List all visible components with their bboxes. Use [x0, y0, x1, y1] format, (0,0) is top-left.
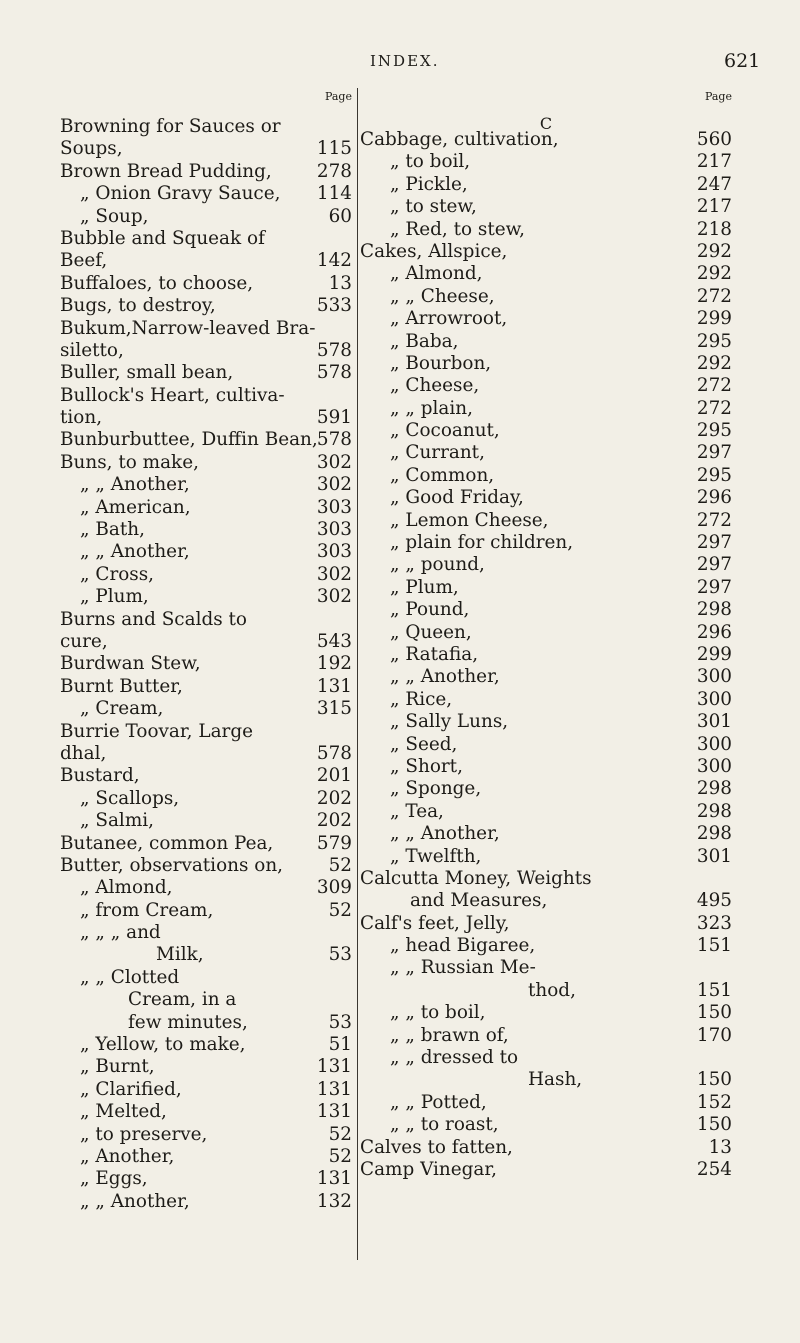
entry-page-number: 292 — [696, 263, 732, 285]
entry-page-number: 591 — [316, 407, 352, 429]
index-entry — [60, 541, 352, 563]
entry-page-number: 272 — [696, 509, 732, 531]
entry-text: „ Seed, — [390, 733, 458, 755]
entry-text: „ Pound, — [390, 599, 470, 621]
index-entry — [60, 810, 352, 832]
entry-text: Bunburbuttee, Duffin Bean, — [60, 429, 318, 451]
index-entry — [360, 465, 732, 487]
index-entry — [60, 385, 352, 407]
index-entry — [60, 116, 352, 138]
entry-text: „ „ dressed to — [390, 1047, 519, 1069]
entry-text: Butanee, common Pea, — [60, 832, 274, 854]
entry-text: Butter, observations on, — [60, 854, 284, 876]
index-entry — [60, 631, 352, 653]
entry-text: Brown Bread Pudding, — [60, 160, 272, 182]
entry-page-number: 131 — [316, 1168, 352, 1190]
entry-page-number: 150 — [696, 1114, 732, 1136]
index-entry — [60, 206, 352, 228]
page-label: Page — [324, 90, 352, 103]
entry-text: „ „ Clotted — [80, 966, 180, 988]
entry-page-number: 297 — [696, 554, 732, 576]
entry-page-number: 53 — [328, 944, 352, 966]
entry-text: Buffaloes, to choose, — [60, 272, 254, 294]
entry-text: „ „ Another, — [80, 541, 190, 563]
index-entry — [360, 1137, 732, 1159]
entry-page-number: 217 — [696, 151, 732, 173]
entry-text: Bustard, — [60, 765, 140, 787]
entry-text: „ Bath, — [80, 519, 145, 541]
entry-page-number: 303 — [316, 496, 352, 518]
entry-page-number: 300 — [696, 688, 732, 710]
entry-page-number: 131 — [316, 1101, 352, 1123]
entry-text: „ Lemon Cheese, — [390, 509, 549, 531]
entry-text: „ „ pound, — [390, 554, 485, 576]
entry-text: „ „ „ and — [80, 922, 161, 944]
index-entry — [360, 666, 732, 688]
entry-text: Browning for Sauces or — [60, 116, 281, 137]
entry-text: „ Soup, — [80, 205, 149, 227]
entry-text: siletto, — [60, 339, 124, 361]
entry-page-number: 300 — [696, 666, 732, 688]
entry-page-number: 323 — [696, 912, 732, 934]
index-entry — [60, 1191, 352, 1213]
section-letter: C — [539, 114, 553, 133]
index-entry — [60, 1146, 352, 1168]
column-header-left — [60, 90, 352, 116]
page-label: Page — [704, 90, 732, 103]
entry-page-number: 533 — [316, 295, 352, 317]
entry-page-number: 52 — [328, 854, 352, 876]
index-entry — [360, 1114, 732, 1136]
index-entry — [60, 989, 352, 1011]
index-entry — [360, 398, 732, 420]
entry-page-number: 301 — [696, 711, 732, 733]
entry-text: Milk, — [156, 944, 204, 966]
entry-text: „ Plum, — [390, 576, 459, 598]
index-entry — [60, 161, 352, 183]
index-entry — [360, 420, 732, 442]
entry-text: „ Ratafia, — [390, 643, 479, 665]
index-entry — [360, 890, 732, 912]
entry-text: „ Good Friday, — [390, 487, 524, 509]
index-entry — [60, 967, 352, 989]
index-entry — [360, 1025, 732, 1047]
index-entry — [60, 855, 352, 877]
entry-page-number: 296 — [696, 487, 732, 509]
index-entry — [60, 1168, 352, 1190]
index-entry — [60, 698, 352, 720]
column-header-right — [360, 90, 732, 133]
entry-page-number: 254 — [696, 1158, 732, 1180]
entry-page-number: 132 — [316, 1190, 352, 1212]
entry-page-number: 302 — [316, 563, 352, 585]
index-entry — [360, 801, 732, 823]
entry-page-number: 52 — [328, 1123, 352, 1145]
index-entry — [360, 1047, 732, 1069]
index-entry — [60, 1034, 352, 1056]
entry-text: „ to boil, — [390, 151, 471, 173]
entry-text: Burrie Toovar, Large — [60, 720, 253, 742]
entry-page-number: 115 — [316, 138, 352, 160]
index-entry — [60, 922, 352, 944]
entry-page-number: 192 — [316, 653, 352, 675]
entry-page-number: 297 — [696, 576, 732, 598]
entry-text: „ head Bigaree, — [390, 935, 536, 957]
index-entry — [360, 957, 732, 979]
entry-text: Burnt Butter, — [60, 675, 183, 697]
index-entry — [360, 151, 732, 173]
entry-text: „ Queen, — [390, 621, 472, 643]
entry-page-number: 578 — [316, 742, 352, 764]
entry-text: „ Bourbon, — [390, 352, 492, 374]
index-entry — [60, 362, 352, 384]
entry-page-number: 296 — [696, 621, 732, 643]
entry-text: and Measures, — [410, 890, 548, 912]
index-entry — [60, 944, 352, 966]
index-entry — [60, 295, 352, 317]
entry-text: „ Cream, — [80, 698, 164, 720]
index-entry — [360, 308, 732, 330]
entry-page-number: 298 — [696, 599, 732, 621]
index-entry — [360, 174, 732, 196]
entry-page-number: 151 — [696, 979, 732, 1001]
index-entry — [60, 497, 352, 519]
entry-text: „ Clarified, — [80, 1078, 182, 1100]
index-entry — [60, 429, 352, 451]
index-entry — [360, 711, 732, 733]
entry-text: Cakes, Allspice, — [360, 240, 508, 262]
running-title: INDEX. — [370, 52, 440, 70]
index-entry — [60, 138, 352, 160]
entry-page-number: 60 — [328, 205, 352, 227]
entry-list-left — [60, 116, 352, 1213]
entry-text: „ Almond, — [80, 877, 173, 899]
entry-page-number: 292 — [696, 352, 732, 374]
entry-text: Bukum,Narrow-leaved Bra- — [60, 317, 316, 339]
index-entry — [360, 913, 732, 935]
entry-text: „ Yellow, to make, — [80, 1034, 246, 1056]
entry-text: „ Cross, — [80, 563, 155, 585]
entry-page-number: 300 — [696, 733, 732, 755]
index-entry — [360, 980, 732, 1002]
entry-text: „ to stew, — [390, 196, 477, 218]
entry-text: „ from Cream, — [80, 899, 214, 921]
entry-text: „ „ Potted, — [390, 1091, 487, 1113]
index-entry — [360, 599, 732, 621]
entry-text: Hash, — [528, 1069, 583, 1091]
entry-page-number: 131 — [316, 675, 352, 697]
entry-text: Cream, in a — [128, 989, 237, 1011]
index-entry — [360, 510, 732, 532]
index-entry — [360, 868, 732, 890]
entry-page-number: 150 — [696, 1069, 732, 1091]
index-entry — [60, 676, 352, 698]
index-entry — [60, 474, 352, 496]
entry-text: Burns and Scalds to — [60, 608, 247, 630]
entry-page-number: 300 — [696, 755, 732, 777]
entry-text: „ Sally Luns, — [390, 711, 509, 733]
entry-text: „ Sponge, — [390, 778, 482, 800]
entry-text: Buller, small bean, — [60, 362, 234, 384]
index-entry — [360, 286, 732, 308]
index-entry — [60, 788, 352, 810]
entry-page-number: 295 — [696, 330, 732, 352]
index-entry — [360, 846, 732, 868]
index-entry — [360, 935, 732, 957]
index-entry — [360, 734, 732, 756]
entry-text: dhal, — [60, 742, 107, 764]
index-entry — [60, 452, 352, 474]
entry-text: „ „ to boil, — [390, 1002, 486, 1024]
entry-page-number: 217 — [696, 196, 732, 218]
entry-page-number: 299 — [696, 308, 732, 330]
entry-text: Bullock's Heart, cultiva- — [60, 384, 285, 406]
index-entry — [360, 375, 732, 397]
index-entry — [360, 219, 732, 241]
entry-text: Calcutta Money, Weights — [360, 867, 592, 889]
index-entry — [60, 765, 352, 787]
index-entry — [360, 241, 732, 263]
entry-text: „ Baba, — [390, 330, 459, 352]
entry-page-number: 298 — [696, 800, 732, 822]
entry-text: few minutes, — [128, 1011, 248, 1033]
entry-text: „ Currant, — [390, 442, 485, 464]
index-entry — [60, 1124, 352, 1146]
index-entry — [360, 196, 732, 218]
entry-page-number: 315 — [316, 698, 352, 720]
entry-page-number: 218 — [696, 218, 732, 240]
entry-page-number: 302 — [316, 586, 352, 608]
entry-text: „ Red, to stew, — [390, 218, 525, 240]
entry-text: „ Pickle, — [390, 173, 468, 195]
index-entry — [360, 353, 732, 375]
entry-text: „ Scallops, — [80, 787, 180, 809]
entry-text: „ „ Another, — [390, 666, 500, 688]
index-entry — [360, 1002, 732, 1024]
index-entry — [360, 756, 732, 778]
index-entry — [360, 1159, 732, 1181]
index-entry — [60, 340, 352, 362]
index-column-right — [360, 90, 732, 1181]
index-entry — [60, 228, 352, 250]
index-entry — [60, 250, 352, 272]
entry-text: Burdwan Stew, — [60, 653, 201, 675]
entry-page-number: 578 — [316, 429, 352, 451]
entry-text: Beef, — [60, 250, 108, 272]
index-entry — [60, 900, 352, 922]
entry-page-number: 131 — [316, 1056, 352, 1078]
index-entry — [360, 644, 732, 666]
entry-text: „ Cheese, — [390, 375, 480, 397]
entry-page-number: 52 — [328, 899, 352, 921]
entry-page-number: 114 — [316, 183, 352, 205]
running-header — [0, 50, 800, 80]
entry-page-number: 51 — [328, 1034, 352, 1056]
index-entry — [60, 1056, 352, 1078]
entry-page-number: 272 — [696, 397, 732, 419]
entry-text: „ Short, — [390, 755, 463, 777]
entry-text: „ Tea, — [390, 800, 444, 822]
index-entry — [60, 743, 352, 765]
entry-text: „ „ Cheese, — [390, 285, 495, 307]
entry-page-number: 303 — [316, 541, 352, 563]
entry-text: Soups, — [60, 138, 123, 160]
entry-page-number: 292 — [696, 240, 732, 262]
entry-text: „ Plum, — [80, 586, 149, 608]
entry-text: Buns, to make, — [60, 451, 199, 473]
entry-text: thod, — [528, 979, 576, 1001]
index-entry — [60, 586, 352, 608]
index-entry — [360, 263, 732, 285]
entry-text: „ „ Another, — [80, 1190, 190, 1212]
entry-text: „ „ Another, — [390, 823, 500, 845]
entry-page-number: 560 — [696, 129, 732, 150]
entry-page-number: 495 — [696, 890, 732, 912]
entry-text: Camp Vinegar, — [360, 1158, 498, 1180]
entry-page-number: 543 — [316, 630, 352, 652]
entry-page-number: 272 — [696, 375, 732, 397]
entry-page-number: 295 — [696, 420, 732, 442]
entry-page-number: 297 — [696, 442, 732, 464]
entry-list-right — [360, 129, 732, 1181]
entry-text: Bugs, to destroy, — [60, 295, 216, 317]
entry-page-number: 297 — [696, 532, 732, 554]
index-entry — [60, 1079, 352, 1101]
index-entry — [60, 609, 352, 631]
entry-page-number: 131 — [316, 1078, 352, 1100]
index-entry — [360, 129, 732, 151]
entry-page-number: 302 — [316, 451, 352, 473]
entry-page-number: 298 — [696, 778, 732, 800]
index-entry — [60, 721, 352, 743]
index-entry — [60, 877, 352, 899]
entry-page-number: 578 — [316, 339, 352, 361]
index-entry — [360, 487, 732, 509]
entry-page-number: 303 — [316, 519, 352, 541]
entry-page-number: 298 — [696, 823, 732, 845]
index-entry — [360, 577, 732, 599]
entry-page-number: 299 — [696, 643, 732, 665]
index-entry — [60, 564, 352, 586]
entry-page-number: 151 — [696, 935, 732, 957]
index-entry — [360, 331, 732, 353]
index-entry — [360, 1069, 732, 1091]
index-entry — [60, 653, 352, 675]
entry-text: „ plain for children, — [390, 532, 574, 554]
entry-text: „ Another, — [80, 1145, 175, 1167]
entry-text: tion, — [60, 407, 103, 429]
entry-text: „ Melted, — [80, 1101, 167, 1123]
entry-page-number: 52 — [328, 1145, 352, 1167]
entry-text: cure, — [60, 630, 108, 652]
entry-text: „ Twelfth, — [390, 845, 482, 867]
entry-text: „ Cocoanut, — [390, 420, 500, 442]
entry-page-number: 302 — [316, 474, 352, 496]
entry-page-number: 295 — [696, 464, 732, 486]
entry-page-number: 142 — [316, 250, 352, 272]
index-entry — [60, 273, 352, 295]
entry-text: „ „ Another, — [80, 474, 190, 496]
index-entry — [60, 183, 352, 205]
index-entry — [360, 778, 732, 800]
entry-page-number: 201 — [316, 765, 352, 787]
entry-text: „ Burnt, — [80, 1056, 155, 1078]
index-entry — [60, 1012, 352, 1034]
entry-page-number: 272 — [696, 285, 732, 307]
entry-page-number: 13 — [708, 1136, 732, 1158]
index-entry — [360, 442, 732, 464]
entry-text: Calf's feet, Jelly, — [360, 912, 510, 934]
entry-text: „ „ brawn of, — [390, 1024, 509, 1046]
index-entry — [60, 407, 352, 429]
entry-page-number: 578 — [316, 362, 352, 384]
column-divider — [357, 88, 358, 1260]
page-number: 621 — [724, 50, 761, 72]
entry-text: „ Arrowroot, — [390, 308, 508, 330]
index-entry — [360, 1092, 732, 1114]
index-entry — [360, 554, 732, 576]
entry-page-number: 152 — [696, 1091, 732, 1113]
entry-text: Cabbage, cultivation, — [360, 129, 559, 150]
index-entry — [360, 689, 732, 711]
entry-text: „ Almond, — [390, 263, 483, 285]
entry-page-number: 301 — [696, 845, 732, 867]
entry-text: „ Onion Gravy Sauce, — [80, 183, 281, 205]
entry-text: „ „ Russian Me- — [390, 957, 536, 979]
index-entry — [360, 532, 732, 554]
entry-page-number: 202 — [316, 787, 352, 809]
entry-page-number: 202 — [316, 810, 352, 832]
entry-page-number: 13 — [328, 272, 352, 294]
entry-text: „ Salmi, — [80, 810, 154, 832]
index-entry — [360, 823, 732, 845]
entry-text: „ Eggs, — [80, 1168, 148, 1190]
entry-page-number: 53 — [328, 1011, 352, 1033]
index-entry — [60, 318, 352, 340]
entry-text: „ to preserve, — [80, 1123, 208, 1145]
entry-page-number: 247 — [696, 173, 732, 195]
entry-page-number: 170 — [696, 1024, 732, 1046]
index-entry — [360, 622, 732, 644]
entry-text: „ Rice, — [390, 688, 453, 710]
index-entry — [60, 833, 352, 855]
index-entry — [60, 519, 352, 541]
entry-text: Calves to fatten, — [360, 1136, 513, 1158]
entry-text: „ „ to roast, — [390, 1114, 499, 1136]
entry-page-number: 278 — [316, 160, 352, 182]
entry-text: Bubble and Squeak of — [60, 227, 265, 249]
entry-page-number: 150 — [696, 1002, 732, 1024]
entry-text: „ „ plain, — [390, 397, 473, 419]
entry-text: „ American, — [80, 496, 191, 518]
entry-page-number: 579 — [316, 832, 352, 854]
entry-text: „ Common, — [390, 464, 495, 486]
index-entry — [60, 1101, 352, 1123]
entry-page-number: 309 — [316, 877, 352, 899]
index-column-left — [60, 90, 352, 1213]
